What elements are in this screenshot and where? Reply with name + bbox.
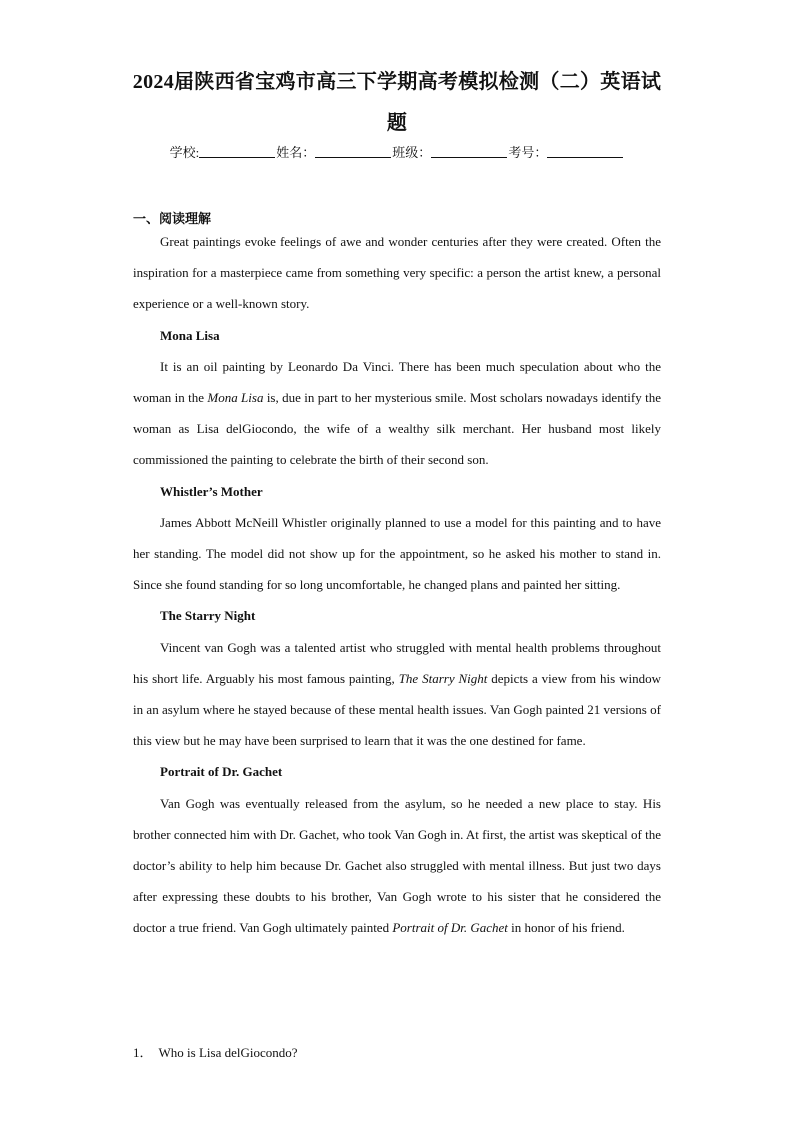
text-run: Vincent van Gogh was a talented artist who struggled with mental health problems throughout his short life. Arguably his most famous painting, [133,639,661,686]
paragraph-mona-lisa [133,351,661,476]
italic-title: Mona Lisa [207,390,264,406]
text-run: Van Gogh was eventually released from the asylum, so he needed a new place to stay. His brother connected him with Dr. Gachet, who took Van Gogh in. At first, the artist was skeptical of the doctor’s ability to help him because Dr. Gachet also struggled with mental illness. But just two days after expressing these doubts to his brother, Van Gogh wrote to his sister that he considered the doctor a true friend. Van Gogh ultimately painted [133,795,661,936]
paragraph-starry-night [133,632,661,757]
question-1 [133,1043,298,1063]
section-title: 一、阅读理解 [133,211,212,226]
heading-portrait-dr-gachet: Portrait of Dr. Gachet [160,764,283,780]
text-run: It is an oil painting by Leonardo Da Vinci. There has been much speculation about who the woman in the [133,358,661,406]
italic-title: Portrait of Dr. Gachet [392,920,508,936]
question-number: 1． [133,1045,153,1060]
name-blank [315,145,391,158]
text-run: is, due in part to her mysterious smile. Most scholars nowadays identify the woman as Lisa delGiocondo, the wife of a wealthy silk merchant. Her husband most likely commissioned the painting to celebrate the birth of their second son. [133,390,661,468]
exam-title-line1: 2024届陕西省宝鸡市高三下学期高考模拟检测（二）英语试 [132,71,662,93]
question-text: Who is Lisa delGiocondo? [158,1045,298,1060]
class-label: 班级： [392,145,432,160]
reading-passage [133,226,661,944]
paragraph-whistlers-mother [133,507,661,601]
school-label: 学校: [169,145,200,160]
italic-title: The Starry Night [398,670,488,686]
heading-starry-night: The Starry Night [160,608,256,624]
exam-number-label: 考号： [508,145,548,160]
exam-title-line2: 题 [386,112,408,134]
school-blank [199,145,275,158]
class-blank [431,145,507,158]
exam-number-blank [547,145,623,158]
paragraph-portrait-dr-gachet [133,788,661,944]
student-info-row [0,145,794,161]
name-label: 姓名： [276,145,316,160]
text-run: depicts a view from his window in an asylum where he stayed because of these mental health issues. Van Gogh painted 21 versions of this view but he may have been surprised to learn that it was the one destined for fame. [133,670,661,749]
heading-whistlers-mother: Whistler’s Mother [160,483,263,499]
intro-paragraph: Great paintings evoke feelings of awe and wonder centuries after they were created. Often the inspiration for a masterpiece came from something very specific: a person the artist knew, a personal experience or a well-known story. [133,234,661,312]
text-run: James Abbott McNeill Whistler originally planned to use a model for this painting and to have her standing. The model did not show up for the appointment, so he asked his mother to stand in. Since she found standing for so long uncomfortable, he changed plans and painted her sitting. [133,514,661,593]
heading-mona-lisa: Mona Lisa [160,327,220,343]
text-run: in honor of his friend. [507,920,625,936]
